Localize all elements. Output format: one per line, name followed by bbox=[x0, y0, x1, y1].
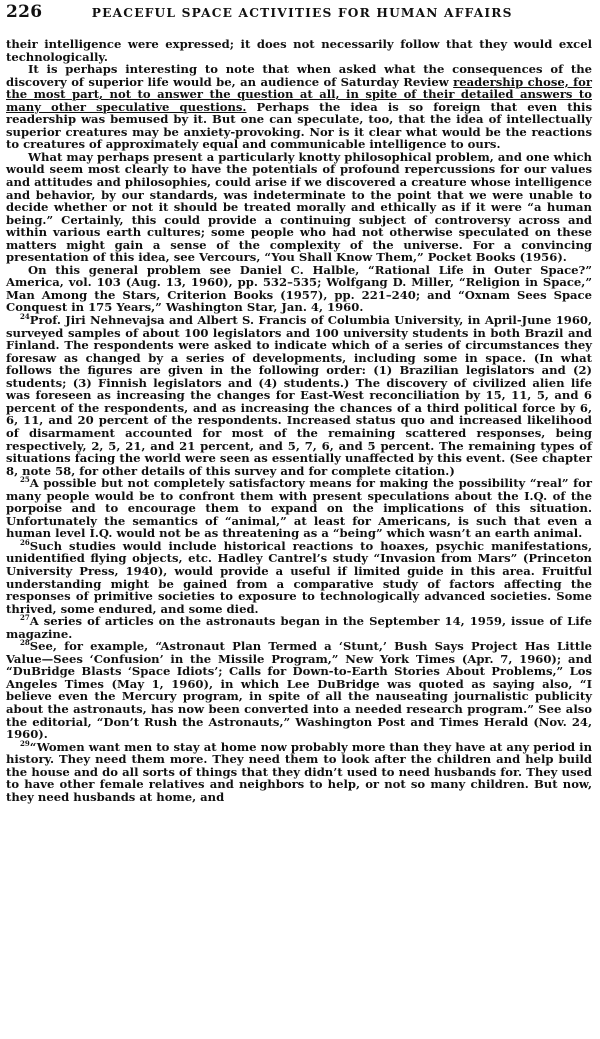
paragraph bbox=[6, 63, 592, 151]
footnote-text: “Women want men to stay at home now probably more than they have at any period in history. They need them more. They need them to look after the children and help build the house and do all sorts of things that they didn’t used to need husbands for. They used to have other female relatives and neighbors to help, or not so many children. But now, they need husbands at home, and bbox=[6, 739, 592, 804]
paragraph: What may perhaps present a particularly knotty philosophical problem, and one which would seem most clearly to have the potentials of profound repercussions for our values and attitudes and philosophies, could arise if we discovered a creature whose intelligence and behavior, by our standards, was indeterminate to the point that we were unable to decide whether or not it should be treated morally and ethically as if it were “a human being.” Certainly, this could provide a continuing subject of controversy across and within various earth cultures; some people who had not otherwise speculated on these matters might gain a sense of the complexity of the universe. For a convincing presentation of this idea, see Vercours, “You Shall Know Them,” Pocket Books (1956). bbox=[6, 149, 592, 265]
footnote bbox=[6, 477, 592, 540]
paragraph: On this general problem see Daniel C. Halble, “Rational Life in Outer Space?” America, vol. 103 (Aug. 13, 1960), pp. 532–535; Wolfgang D. Miller, “Religion in Space,” Man Among the Stars, Criterion Books (1957), pp. 221–240; and “Oxnam Sees Space Conquest in 175 Years,” Washington Star, Jan. 4, 1960. bbox=[6, 262, 592, 315]
page-body bbox=[6, 38, 592, 803]
footnote-mark: 24 bbox=[20, 312, 30, 322]
footnote-text: A possible but not completely satisfactory means for making the possibility “real” for many people would be to confront them with present speculations about the I.Q. of the porpoise and to encourage them to expand on the implications of this situation. Unfortunately the semantics of “animal,” at least for Americans, is such that even a human level I.Q. would not be as threatening as a “being” which wasn’t an earth animal. bbox=[6, 476, 592, 541]
footnote-mark: 28 bbox=[20, 638, 30, 648]
footnote-text: A series of articles on the astronauts began in the September 14, 1959, issue of Life magazine. bbox=[6, 614, 592, 641]
footnote-text: See, for example, “Astronaut Plan Termed a ‘Stunt,’ Bush Says Project Has Little Value—Sees ‘Confusion’ in the Missile Program,” New York Times (Apr. 7, 1960); and “DuBridge Blasts ‘Space Idiots’; Calls for Down-to-Earth Stories About Problems,” Los Angeles Times (May 1, 1960), in which Lee DuBridge was quoted as saying also, “I believe even the Mercury program, in spite of all the nauseating journalistic publicity about the astronauts, has now been converted into a needed research program.” See also the editorial, “Don’t Rush the Astronauts,” Washington Post and Times Herald (Nov. 24, 1960). bbox=[6, 639, 592, 742]
footnote bbox=[6, 640, 592, 740]
footnote bbox=[6, 738, 592, 804]
underlined-passage: readership chose, for the most part, not to answer the question at all, in spite of their detailed answers to many other speculative questions. bbox=[6, 74, 593, 114]
footnote-mark: 26 bbox=[20, 538, 30, 548]
footnote-text: Such studies would include historical reactions to hoaxes, psychic manifestations, unidentified flying objects, etc. Hadley Cantrel’s study “Invasion from Mars” (Princeton University Press, 1940), would provide a useful if limited guide in this area. Fruitful understanding might be gained from a comparative study of factors affecting the responses of primitive societies to exposure to technologically advanced societies. Some thrived, some endured, and some died. bbox=[6, 538, 592, 616]
paragraph-text: It is perhaps interesting to note that when asked what the consequences of the discovery of superior life would be, an audience of Saturday Review bbox=[6, 62, 592, 89]
footnote bbox=[6, 540, 592, 615]
page-header bbox=[6, 2, 592, 24]
paragraph-text: Perhaps the idea is so foreign that even this readership was bemused by it. But one can speculate, too, that the idea of intellectually superior creatures may be anxiety-provoking. Nor is it clear what would be the reactions to creatures of approximately equal and communicable intelligence to ours. bbox=[6, 99, 592, 152]
running-head: PEACEFUL SPACE ACTIVITIES FOR HUMAN AFFAIRS bbox=[91, 6, 513, 20]
page-number: 226 bbox=[6, 2, 43, 22]
footnote-mark: 25 bbox=[20, 475, 30, 485]
footnote-mark: 29 bbox=[20, 738, 30, 748]
paragraph: their intelligence were expressed; it does not necessarily follow that they would excel technologically. bbox=[6, 37, 592, 64]
footnote bbox=[6, 615, 592, 640]
footnote bbox=[6, 314, 592, 477]
footnote-mark: 27 bbox=[20, 613, 30, 623]
footnote-text: Prof. Jiri Nehnevajsa and Albert S. Francis of Columbia University, in April-June 1960, surveyed samples of about 100 legislators and 100 university students in both Brazil and Finland. The respondents were asked to indicate which of a series of circumstances they foresaw as changed by a series of developments, including some in space. (In what follows the figures are given in the following order: (1) Brazilian legislators and (2) students; (3) Finnish legislators and (4) students.) The discovery of civilized alien life was foreseen as increasing the changes for East-West reconciliation by 15, 11, 5, and 6 percent of the respondents, and as increasing the chances of a third political force by 6, 6, 11, and 20 percent of the respondents. Increased status quo and increased likelihood of disarmament accounted for most of the remaining scattered responses, being respectively, 2, 5, 21, and 21 percent, and 5, 7, 6, and 5 percent. The remaining types of situations facing the world were seen as essentially unaffected by this event. (See chapter 8, note 58, for other details of this survey and for complete citation.) bbox=[6, 313, 592, 478]
